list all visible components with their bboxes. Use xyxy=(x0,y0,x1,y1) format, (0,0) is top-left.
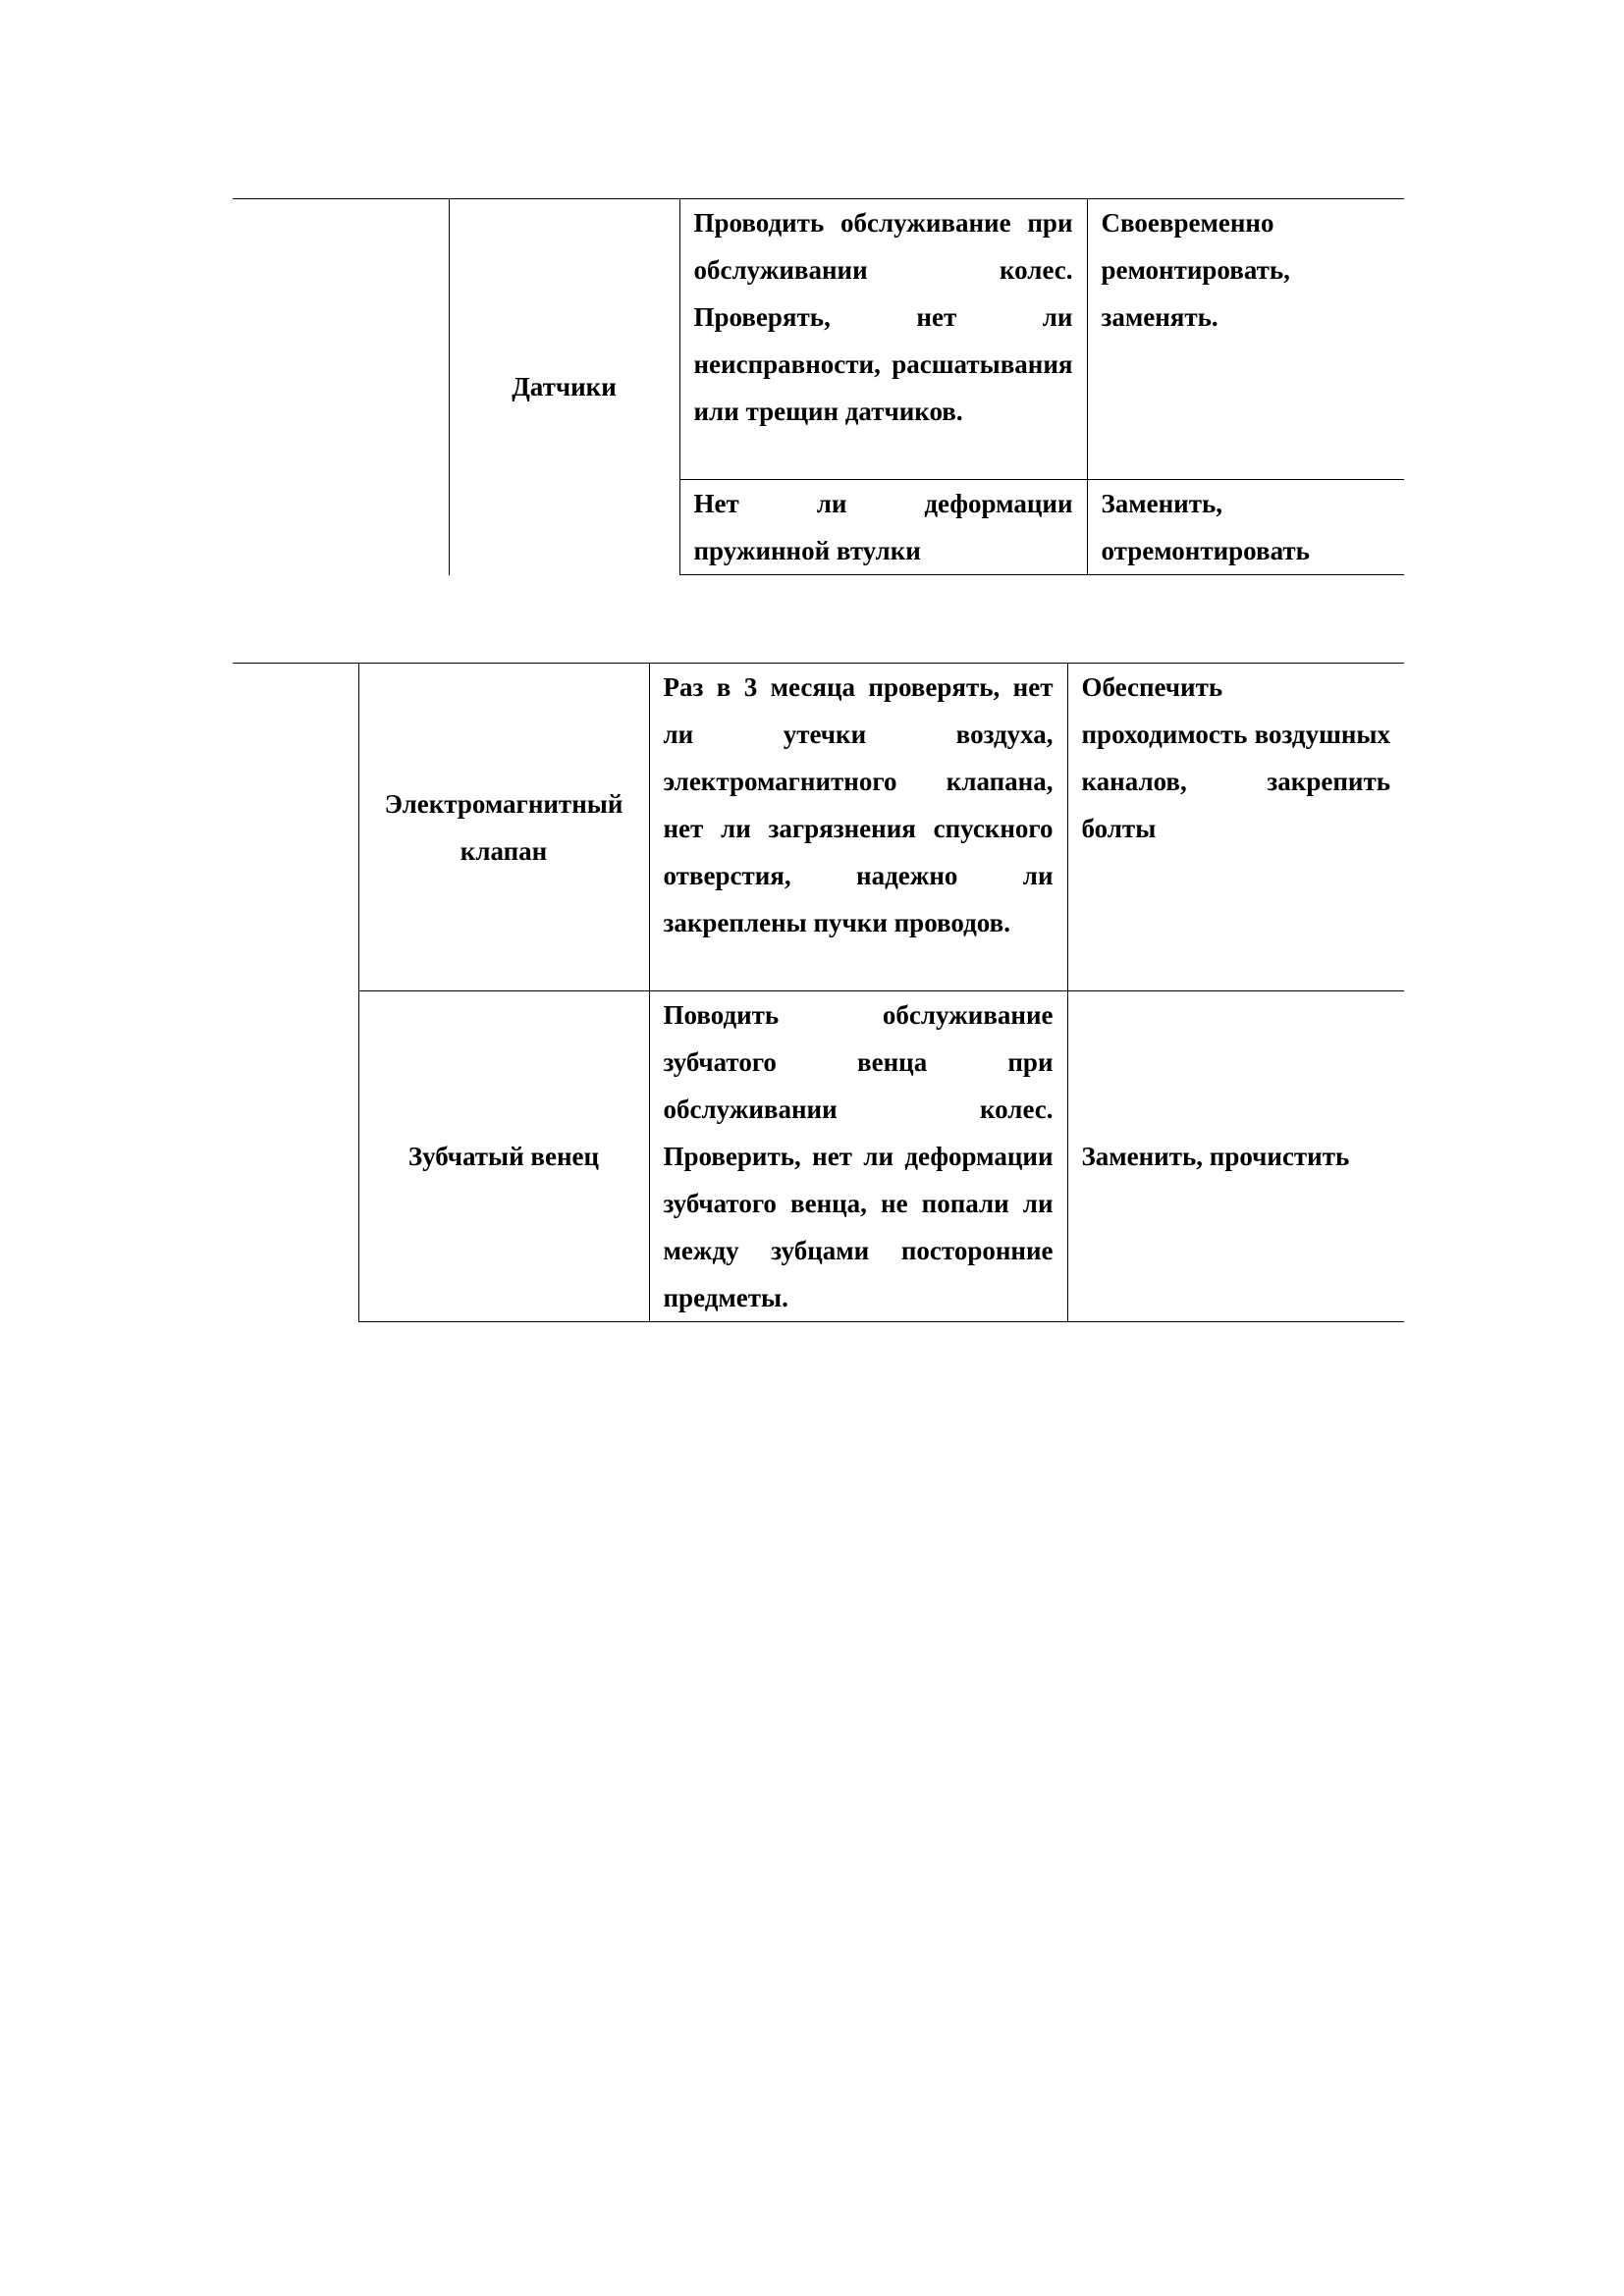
action-cell: Заменить, прочистить xyxy=(1067,991,1404,1322)
empty-category-cell xyxy=(233,199,449,575)
check-cell: Поводить обслуживание зубчатого венца при обслуживании колес. Проверить, нет ли деформации зубчатого венца, не попали ли между зубцами посторонние предметы. xyxy=(649,991,1067,1322)
check-cell: Нет ли деформации пружинной втулки xyxy=(679,480,1087,575)
check-cell: Раз в 3 месяца проверять, нет ли утечки воздуха, электромагнитного клапана, нет ли загрязнения спускного отверстия, надежно ли закреплены пучки проводов. xyxy=(649,664,1067,991)
empty-category-cell xyxy=(233,664,358,1322)
action-cell: Своевременно ремонтировать, заменять. xyxy=(1087,199,1404,480)
action-cell: Заменить, отремонтировать xyxy=(1087,480,1404,575)
component-cell-gear-ring: Зубчатый венец xyxy=(358,991,649,1322)
action-cell: Обеспечить проходимость воздушных каналов, закрепить болты xyxy=(1067,664,1404,991)
component-cell-sensors: Датчики xyxy=(449,199,679,575)
maintenance-table-valve-gear xyxy=(233,663,1404,1322)
check-cell: Проводить обслуживание при обслуживании колес. Проверять, нет ли неисправности, расшатывания или трещин датчиков. xyxy=(679,199,1087,480)
component-cell-solenoid-valve: Электромагнитный клапан xyxy=(358,664,649,991)
maintenance-table-sensors xyxy=(233,198,1404,575)
